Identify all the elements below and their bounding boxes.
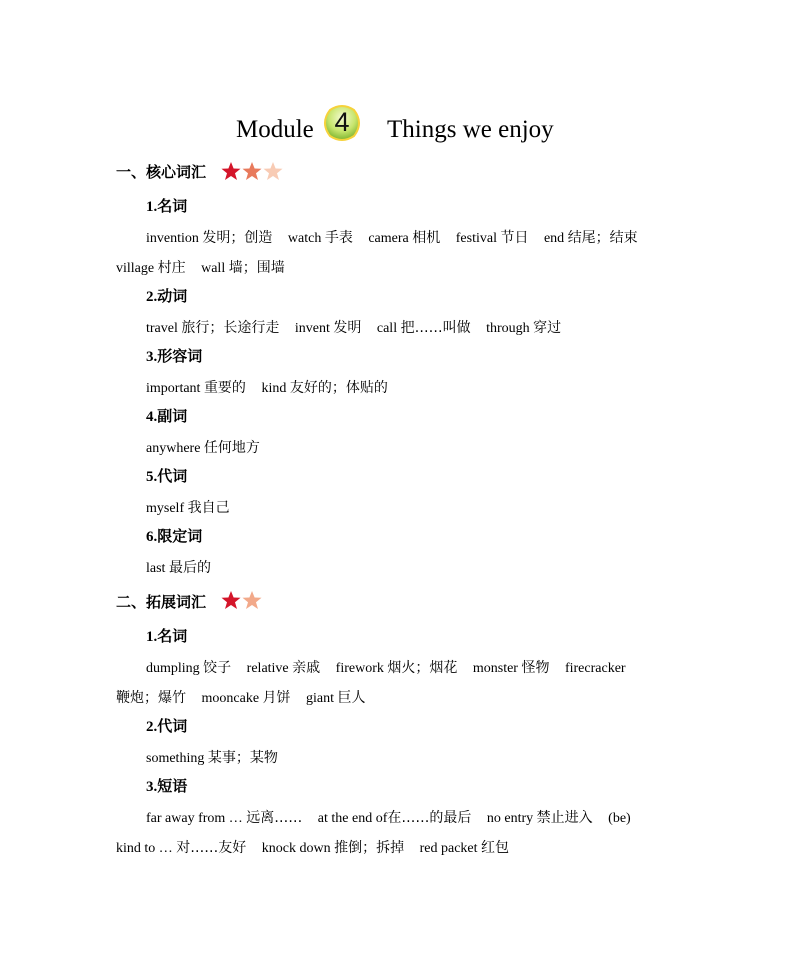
vocab-line: 鞭炮；爆竹 mooncake 月饼 giant 巨人 bbox=[116, 690, 366, 706]
module-title bbox=[0, 104, 794, 154]
vocab-line: last 最后的 bbox=[146, 560, 211, 576]
group-label-pronouns: 5.代词 bbox=[146, 469, 188, 485]
rating-stars-2 bbox=[221, 590, 265, 612]
vocab-line: something 某事；某物 bbox=[146, 750, 278, 766]
section-heading-extended: 二、拓展词汇 bbox=[116, 595, 207, 611]
vocab-line: invention 发明；创造 watch 手表 camera 相机 festival 节日 end 结尾；结束 bbox=[146, 230, 638, 246]
vocab-line: important 重要的 kind 友好的；体贴的 bbox=[146, 380, 388, 396]
module-number: 4 bbox=[334, 107, 350, 137]
star-icon bbox=[264, 162, 283, 180]
vocab-line: far away from … 远离…… at the end of在……的最后 no entry 禁止进入 (be) bbox=[146, 810, 631, 826]
group-label-pronouns: 2.代词 bbox=[146, 719, 188, 735]
module-word: Module bbox=[236, 116, 314, 143]
vocab-line: anywhere 任何地方 bbox=[146, 440, 260, 456]
vocab-line: village 村庄 wall 墙；围墙 bbox=[116, 260, 285, 276]
star-icon bbox=[222, 162, 241, 180]
vocab-line: dumpling 饺子 relative 亲戚 firework 烟火；烟花 monster 怪物 firecracker bbox=[146, 660, 626, 676]
group-label-nouns: 1.名词 bbox=[146, 199, 188, 215]
star-icon bbox=[222, 591, 241, 609]
group-label-adjectives: 3.形容词 bbox=[146, 349, 203, 365]
vocab-line: travel 旅行；长途行走 invent 发明 call 把……叫做 through 穿过 bbox=[146, 320, 562, 336]
star-icon bbox=[243, 162, 262, 180]
star-icon bbox=[243, 591, 262, 609]
group-label-verbs: 2.动词 bbox=[146, 289, 188, 305]
module-subject: Things we enjoy bbox=[387, 116, 554, 143]
rating-stars-3 bbox=[221, 161, 287, 183]
group-label-adverbs: 4.副词 bbox=[146, 409, 188, 425]
module-number-badge bbox=[322, 104, 362, 142]
group-label-nouns: 1.名词 bbox=[146, 629, 188, 645]
vocab-line: myself 我自己 bbox=[146, 500, 230, 516]
group-label-determiners: 6.限定词 bbox=[146, 529, 203, 545]
section-heading-core: 一、核心词汇 bbox=[116, 165, 207, 181]
group-label-phrases: 3.短语 bbox=[146, 779, 188, 795]
vocab-line: kind to … 对……友好 knock down 推倒；拆掉 red packet 红包 bbox=[116, 840, 510, 856]
